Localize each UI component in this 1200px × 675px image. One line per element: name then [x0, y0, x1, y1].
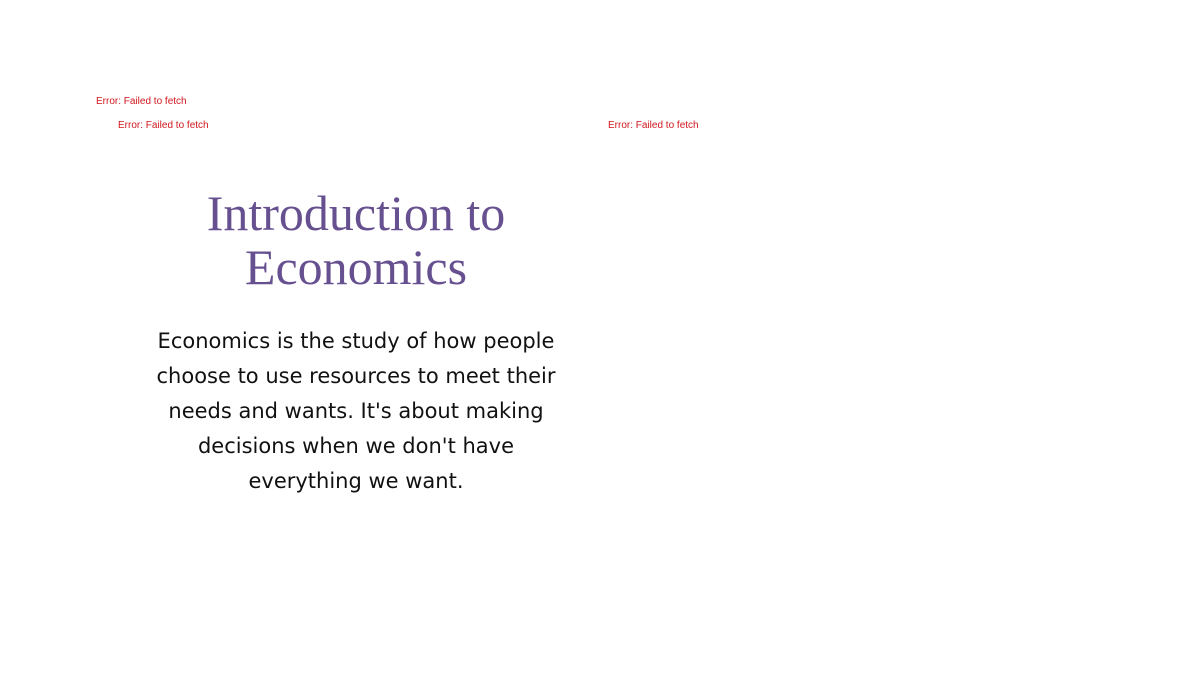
slide-text-column [156, 186, 556, 499]
slide-body: Economics is the study of how people choose to use resources to meet their needs and wants. It's about making decisions when we don't have everything we want. [156, 329, 556, 493]
error-message-right: Error: Failed to fetch [608, 120, 699, 131]
error-message-top: Error: Failed to fetch [96, 96, 187, 107]
error-message-left: Error: Failed to fetch [118, 120, 209, 131]
slide-title: Introduction to Economics [206, 185, 506, 295]
